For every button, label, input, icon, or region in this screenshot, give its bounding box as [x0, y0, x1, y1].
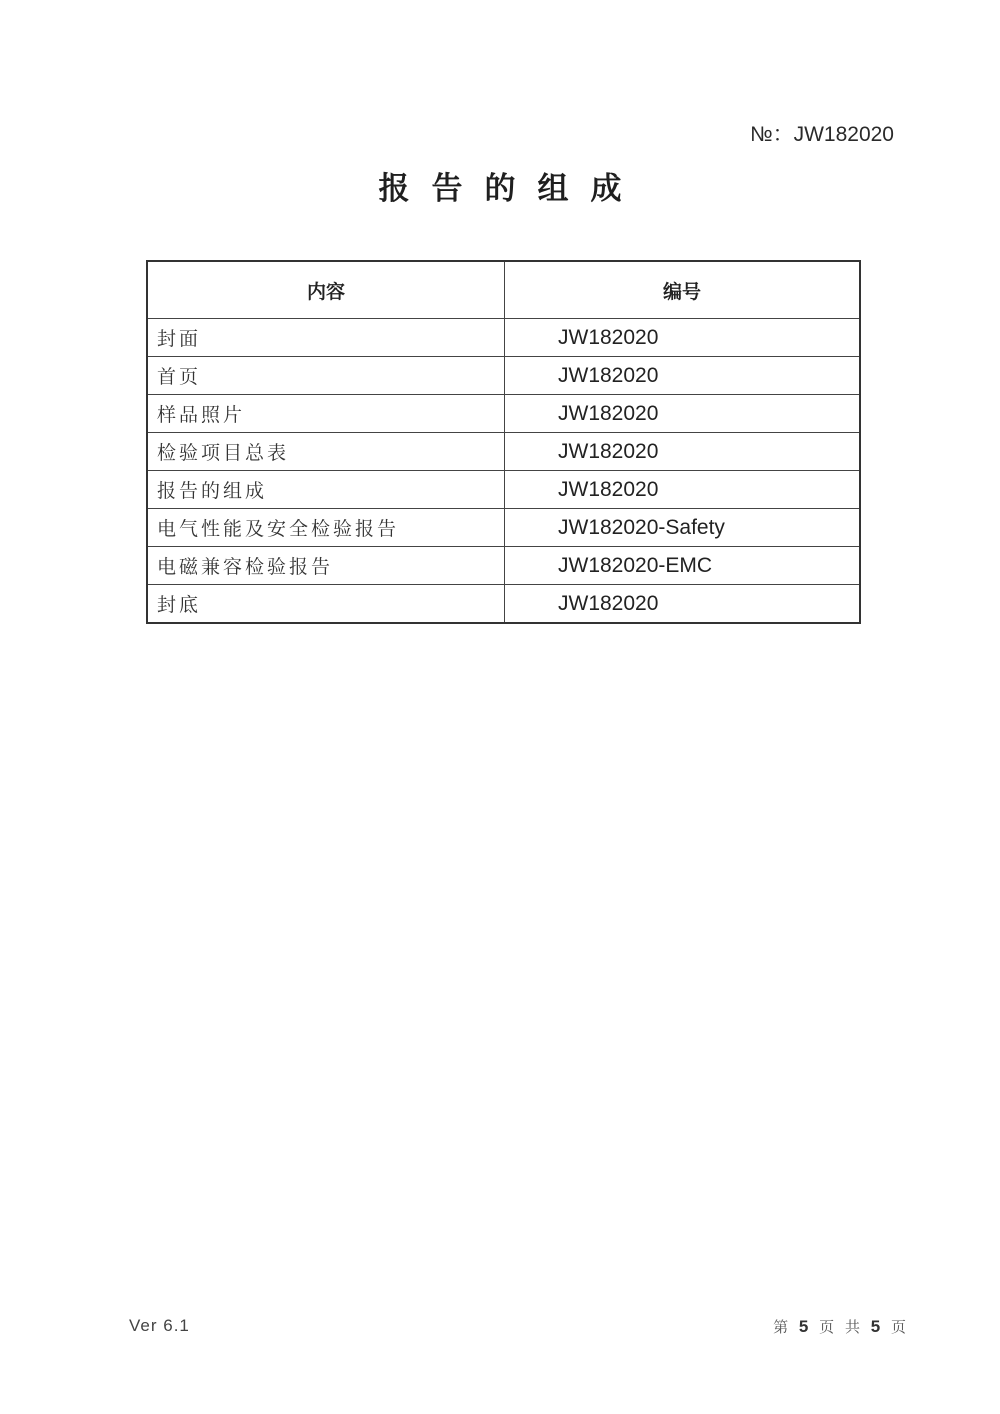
- row-code: JW182020-Safety: [505, 509, 861, 547]
- row-code: JW182020: [505, 433, 861, 471]
- table-row: [147, 509, 860, 547]
- row-content: 电磁兼容检验报告: [147, 547, 505, 585]
- table-row: [147, 547, 860, 585]
- row-code: JW182020: [505, 395, 861, 433]
- page-indicator: [773, 1316, 906, 1337]
- row-code: JW182020-EMC: [505, 547, 861, 585]
- row-content: 检验项目总表: [147, 433, 505, 471]
- report-number-label: №：: [750, 123, 794, 146]
- report-number: [750, 118, 894, 148]
- page-mid: 页 共: [819, 1318, 860, 1336]
- header-code: 编号: [505, 261, 861, 319]
- row-content: 报告的组成: [147, 471, 505, 509]
- row-content: 封面: [147, 319, 505, 357]
- table-row: [147, 471, 860, 509]
- page-suffix: 页: [890, 1318, 906, 1336]
- row-code: JW182020: [505, 471, 861, 509]
- page-title: 报告的组成: [378, 171, 644, 207]
- page-total: 5: [870, 1317, 881, 1336]
- table-row: [147, 585, 860, 624]
- row-code: JW182020: [505, 357, 861, 395]
- row-content: 样品照片: [147, 395, 505, 433]
- header-content: 内容: [147, 261, 505, 319]
- row-code: JW182020: [505, 585, 861, 624]
- page-prefix: 第: [773, 1318, 789, 1336]
- page-current: 5: [798, 1317, 809, 1336]
- version-label: Ver 6.1: [129, 1316, 190, 1335]
- table-header-row: [147, 261, 860, 319]
- row-content: 电气性能及安全检验报告: [147, 509, 505, 547]
- row-code: JW182020: [505, 319, 861, 357]
- report-contents-table: [146, 260, 861, 624]
- table-row: [147, 319, 860, 357]
- table-row: [147, 395, 860, 433]
- table-row: [147, 433, 860, 471]
- report-number-value: JW182020: [793, 123, 894, 146]
- table-row: [147, 357, 860, 395]
- row-content: 封底: [147, 585, 505, 624]
- row-content: 首页: [147, 357, 505, 395]
